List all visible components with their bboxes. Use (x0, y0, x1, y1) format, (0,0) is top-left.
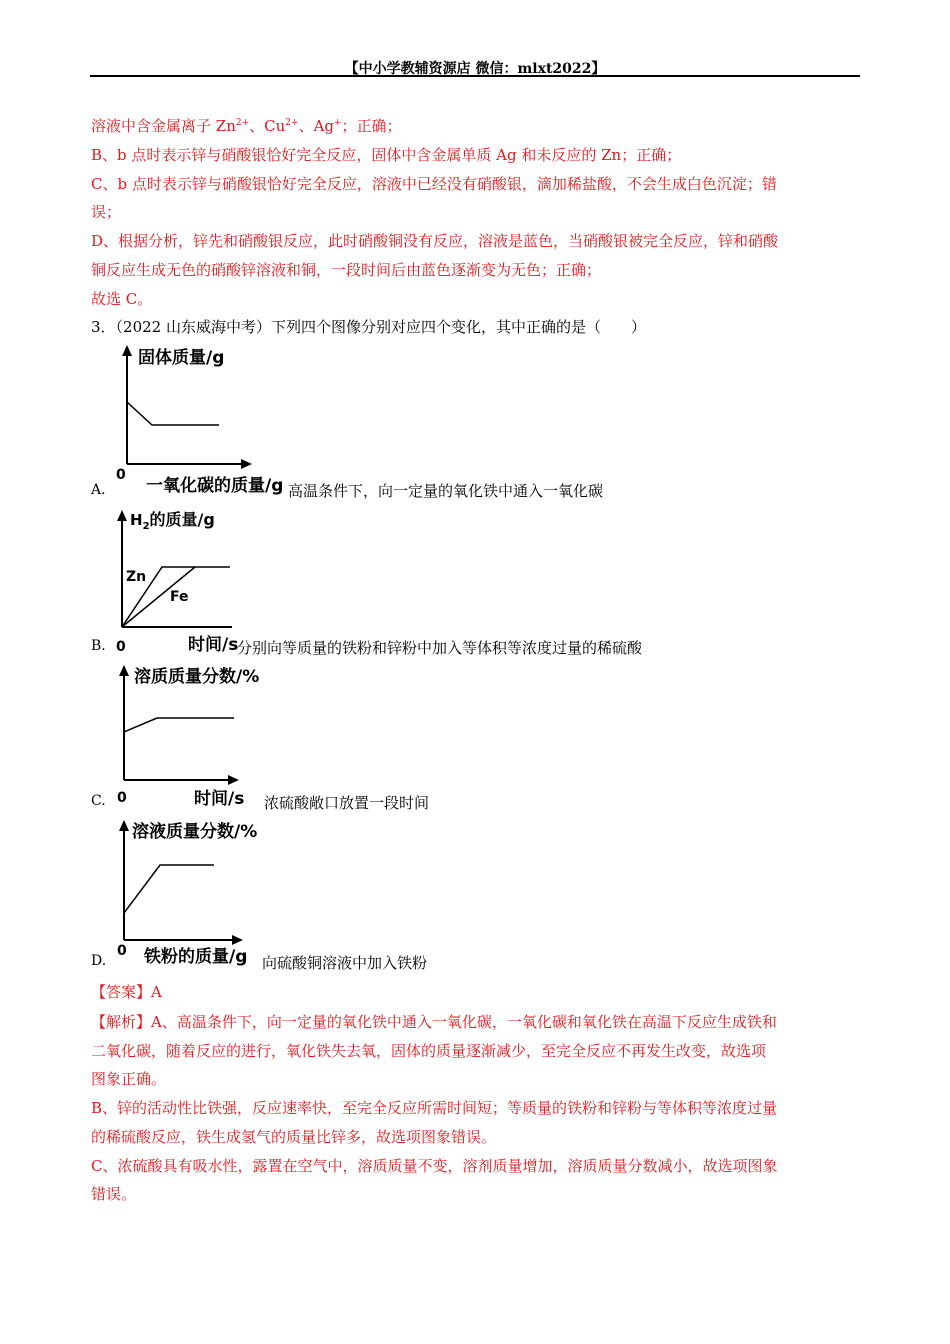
option-b-x-axis (110, 505, 240, 630)
question-stem: 3．（2022 山东威海中考）下列四个图像分别对应四个变化，其中正确的是（ ） (91, 318, 646, 336)
x-axis-label: 一氧化碳的质量/g (146, 476, 284, 496)
prev-explanation-line-1 (91, 116, 402, 136)
option-a-graph (112, 342, 292, 502)
analysis-line-6: C、浓硫酸具有吸水性，露置在空气中，溶质质量不变，溶剂质量增加，溶质质量分数减小，故选项图象 (91, 1157, 778, 1175)
option-c-description: 浓硫酸敞口放置一段时间 (264, 794, 430, 812)
analysis-line-2: 二氧化碳，随着反应的进行，氧化铁失去氧，固体的质量逐渐减少，至完全反应不再发生改变，故选项 (91, 1042, 767, 1060)
analysis-line-4: B、锌的活动性比铁强，反应速率快，至完全反应所需时间短；等质量的铁粉和锌粉与等体积等浓度过量 (91, 1099, 778, 1117)
series-label-zn: Zn (126, 569, 147, 585)
text-segment: 、Cu (249, 117, 286, 135)
prev-explanation-line-6: 铜反应生成无色的硝酸锌溶液和铜，一段时间后由蓝色逐渐变为无色；正确； (91, 261, 602, 279)
text-segment: A、高温条件下，向一定量的氧化铁中通入一氧化碳，一氧化碳和氧化铁在高温下反应生成铁和 (151, 1013, 777, 1031)
option-b-description: 分别向等质量的铁粉和锌粉中加入等体积等浓度过量的稀硫酸 (237, 639, 643, 657)
option-c-graph (112, 660, 272, 810)
answer-line (91, 982, 162, 1002)
prev-explanation-line-5: D、根据分析，锌先和硝酸银反应，此时硝酸铜没有反应，溶液是蓝色，当硝酸银被完全反应，锌和硝酸 (91, 232, 779, 250)
option-a-description: 高温条件下，向一定量的氧化铁中通入一氧化碳 (288, 482, 604, 500)
prev-explanation-line-4: 误； (91, 203, 122, 221)
analysis-line-7: 错误。 (91, 1185, 137, 1203)
series-label-fe: Fe (170, 589, 189, 605)
origin-label: 0 (117, 943, 127, 959)
y-axis-label: 固体质量/g (138, 348, 225, 368)
x-axis-label: 铁粉的质量/g (144, 947, 248, 967)
option-d-description: 向硫酸铜溶液中加入铁粉 (262, 954, 428, 972)
origin-label: 0 (116, 639, 126, 655)
analysis-line-1 (91, 1012, 777, 1032)
option-c-letter: C. (91, 793, 106, 809)
analysis-label: 【解析】 (91, 1013, 152, 1031)
origin-label: 0 (117, 790, 127, 806)
text-segment: 溶液中含金属离子 Zn (91, 117, 236, 135)
y-axis-label-rest: 的质量/g (149, 510, 215, 529)
prev-explanation-line-7: 故选 C。 (91, 290, 153, 308)
x-axis-label: 时间/s (194, 789, 245, 809)
superscript: 2+ (285, 118, 299, 128)
page-header: 【中小学教辅资源店 微信：mlxt2022】 (344, 61, 606, 77)
option-b-letter: B. (91, 638, 106, 654)
answer-label: 【答案】 (91, 983, 152, 1001)
y-axis-label-subscript: 2 (142, 521, 150, 532)
origin-label: 0 (116, 467, 126, 483)
y-axis-label-main: H (130, 511, 143, 529)
analysis-line-3: 图象正确。 (91, 1070, 167, 1088)
y-axis-label: 溶液质量分数/% (132, 822, 258, 842)
x-axis-label: 时间/s (188, 635, 239, 655)
answer-value: A (151, 983, 162, 1001)
text-segment: ；正确； (341, 117, 402, 135)
prev-explanation-line-2: B、b 点时表示锌与硝酸银恰好完全反应，固体中含金属单质 Ag 和未反应的 Zn；正确； (91, 146, 682, 164)
superscript: 2+ (235, 118, 250, 128)
option-a-letter: A. (91, 482, 106, 498)
prev-explanation-line-3: C、b 点时表示锌与硝酸银恰好完全反应，溶液中已经没有硝酸银，滴加稀盐酸，不会生成白色沉淀；错 (91, 175, 777, 193)
superscript: + (334, 118, 342, 128)
text-segment: 、Ag (298, 117, 334, 135)
header-divider (90, 75, 860, 77)
y-axis-label: 溶质质量分数/% (134, 667, 260, 687)
option-d-letter: D. (91, 953, 107, 969)
option-d-graph (110, 815, 270, 970)
analysis-line-5: 的稀硫酸反应，铁生成氢气的质量比锌多，故选项图象错误。 (91, 1128, 497, 1146)
